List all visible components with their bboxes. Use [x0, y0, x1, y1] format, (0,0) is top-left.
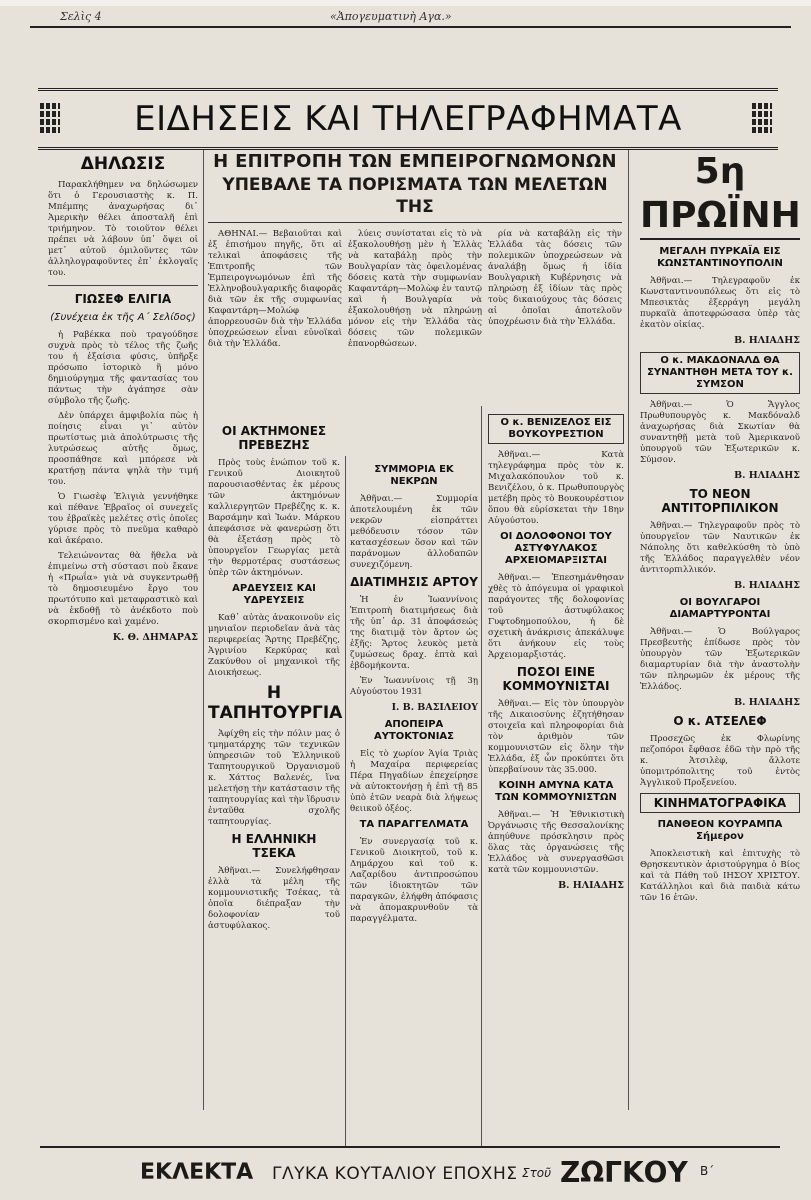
section-title: ΕΙΔΗΣΕΙΣ ΚΑΙ ΤΗΛΕΓΡΑΦΗΜΑΤΑ — [134, 99, 682, 139]
headline-tapitourgia: Η ΤΑΠΗΤΟΥΡΓΙΑ — [208, 683, 343, 723]
article-text: Τελειώνοντας θὰ ἤθελα νὰ ἐπιμείνω στὴ σύστασι ποὺ ἔκανε ἡ «Πρωΐα» γιὰ νὰ συγκεντρωθῇ τὸ δημοσιευμένο ἔργο του πρωτότυπο καὶ μεταφραστικὸ καὶ νὰ ἐκδοθῇ τὸ ἀνέκδοτο ποὺ σκορπισμένο καὶ χαμένο. — [48, 551, 198, 627]
article-text: Ἀθῆναι.— Ὁ Βούλγαρος Πρεσβευτὴς ἐπίδωσε πρὸς τὸν ὑπουργὸν τῶν Ἐξωτερικῶν διαμαρτυρίαν διὰ τὴν ἀναστολὴν τῶν πληρωμῶν ἐκ μέρους τῆς Ἑλλάδος. — [640, 627, 800, 692]
article-text: Ἀθῆναι.— Συνελήφθησαν ἐλλὰ τὰ μέλη τῆς κομμουνιστικῆς Τσέκας, τὰ ὁποῖα διέπραξαν τὴν δολοφονίαν τοῦ ἀστυφύλακος. — [208, 866, 340, 931]
headline-symmoria: ΣΥΜΜΟΡΙΑ ΕΚ ΝΕΚΡΩΝ — [374, 464, 454, 487]
article-text: ρία νὰ καταβάλῃ εἰς τὴν Ἑλλάδα τὰς δόσεις τῶν πολεμικῶν ὑποχρεώσεων νὰ ἀναλάβῃ ὅμως ἡ ἰδία Βουλγαρικὴ Κυβέρνησις νὰ πληρώσῃ ἐξ ἰδίων τὰς πρὸς τοὺς δικαιούχους τὰς δόσεις αἱ ὁποῖαι ἀποτελοῦν ὑποχρέωσιν διὰ τὴν Ἑλλάδα. — [488, 229, 622, 327]
headline-apoveira: ΑΠΟΠΕΙΡΑ ΑΥΤΟΚΤΟΝΙΑΣ — [373, 719, 455, 742]
article-text: Παρακλήθημεν να δηλώσωμεν ὅτι ὁ Γερουσιαστὴς κ. Π. Μπέμπης ἀναχωρήσας δι᾽ Ἀμερικὴν θέλει ἀποσταλῆ ἐπὶ τριήμηνον. Τὸ τοιοῦτον θέλει πρέπει νὰ λάβουν ὑπ᾽ ὄψει οἱ μετ᾽ αὐτοῦ ὁμιλοῦντες τῶν ἀλληλογραφοῦντες ἐπ᾽ ἐκλογαῖς του. — [48, 180, 198, 278]
article-signature: Β. ΗΛΙΑΔΗΣ — [734, 470, 800, 481]
headline-kinimatografika: ΚΙΝΗΜΑΤΟΓΡΑΦΙΚΑ — [640, 793, 800, 813]
column-rule — [628, 150, 629, 1110]
article-text: Ἀθῆναι.— Ἡ Ἐθνικιστικὴ Ὀργάνωσις τῆς Θεσσαλονίκης ἀπηύθυνε πρόσκλησιν πρὸς ὅλας τὰς ὀργανώσεις τῆς Ἑλλάδος νὰ συνεργασθῶσι κατὰ τῶν κομμουνιστῶν. — [488, 810, 624, 875]
article-text: Ἀθῆναι.— Τηλεγραφοῦν πρὸς τὸ ὑπουργεῖον τῶν Ναυτικῶν ἐκ Νάπολης ὅτι καθελκύσθη τὸ ὑπὸ τῆς Ἑλλάδος παραγγελθὲν νέον ἀντιτορπιλλικόν. — [640, 521, 800, 575]
article-text: Ἀφίχθη εἰς τὴν πόλιν μας ὁ τμηματάρχης τῶν τεχνικῶν ὑπηρεσιῶν τοῦ Ἑλληνικοῦ Ταπητουργικοῦ Ὀργανισμοῦ κ. Χάττος Βαλενές, ἵνα μελετήσῃ τὴν κατάστασιν τῆς ταπητουργίας καὶ τὴν ἵδρυσιν ἐνταῦθα σχολῆς ταπητουργίας. — [208, 729, 340, 827]
article-text: Πρὸς τοὺς ἐνώπιον τοῦ κ. Γενικοῦ Διοικητοῦ παρουσιασθέντας ἐκ μέρους τῶν ἀκτημόνων καλλιεργητῶν Πρεβέζης κ. κ. Βαρσάμην καὶ Ἰωάν. Μάρκου ἀπεφάσισε νὰ φανερώσῃ ὅτι θὰ ἐξετάσῃ πρὸς τὸ ὑπουργεῖον Γεωργίας μετὰ τὴν θερμοτέρας συστάσεως ὑπὲρ τῶν ἀκτημόνων. — [208, 458, 340, 578]
page-number: Σελὶς 4 — [60, 10, 102, 23]
ad-word: ΓΛΥΚΑ ΚΟΥΤΑΛΙΟΥ ΕΠΟΧΗΣ — [272, 1164, 518, 1184]
headline-posoi: ΠΟΣΟΙ ΕΙΝΕ ΚΟΜΜΟΥΝΙΣΤΑΙ — [502, 665, 610, 693]
lead-column — [488, 229, 622, 332]
ad-word: ΕΚΛΕΚΤΑ — [140, 1160, 254, 1185]
article-text: Ἀθῆναι.— Ἐπεσημάνθησαν χθὲς τὸ ἀπόγευμα οἱ γραφικοὶ παράγοντες τῆς δολοφονίας τοῦ ἀστυφύλακος Γυφτοδημοπούλου, ἡ δὲ σχετικὴ ἀνάκρισις ἀπεκάλυψε ὅτι ἀνήκουν εἰς τοὺς Ἀρχειομαρξιστάς. — [488, 573, 624, 660]
headline-proti: 5η ΠΡΩΪΝΗ — [640, 150, 800, 240]
article-text: Ἀθῆναι.— Τηλεγραφοῦν ἐκ Κωνσταντινουπόλεως ὅτι εἰς τὸ Μπεσικτὰς ἐξερράγη μεγάλη πυρκαϊὰ ἀποτεφρώσασα ὑπὲρ τὰς ἑκατὸν οἰκίας. — [640, 276, 800, 330]
column-rule — [203, 150, 204, 1110]
headline-makdonald: Ο κ. ΜΑΚΔΟΝΑΛΔ ΘΑ ΣΥΝΑΝΤΗΘΗ ΜΕΤΑ ΤΟΥ κ. ΣΥΜΣΟΝ — [640, 352, 800, 394]
headline-atselef: Ο κ. ΑΤΣΕΛΕΦ — [673, 714, 767, 728]
headline-voulgaroi: ΟΙ ΒΟΥΛΓΑΡΟΙ ΔΙΑΜΑΡΤΥΡΟΝΤΑΙ — [669, 597, 771, 620]
column-2 — [208, 420, 343, 936]
article-text: λύεις συνίσταται εἰς τὸ νὰ ἐξακολουθήσῃ μὲν ἡ Ἑλλὰς νὰ καταβάλῃ πρὸς τὴν Βουλγαρίαν τὰς ὀφειλομένας δόσεις κατὰ τὴν συμφωνίαν Καφαντάρη—Μολὼφ ἐν ταυτῷ καὶ ἡ Βουλγαρία νὰ ἐξακολουθήσῃ νὰ πληρώνῃ μόνον εἰς τὴν Ἑλλάδα τὰς δόσεις τῶν πολεμικῶν ἐπανορθώσεων. — [348, 229, 482, 349]
ad-brand: ΖΩΓΚΟΥ — [560, 1156, 688, 1189]
article-text: Ἀποκλειστικὴ καὶ ἐπιτυχὴς τὸ Θρησκευτικὸν ἀριστούργημα ὁ Βίος καὶ τὰ Πάθη τοῦ ΙΗΣΟΥ ΧΡΙΣΤΟΥ. Κατάλληλοι καὶ διὰ παιδιὰ κάτω τῶν 16 ἐτῶν. — [640, 849, 800, 903]
column-1 — [48, 150, 198, 649]
ad-word: Στοῦ — [522, 1166, 552, 1180]
column-rule — [345, 456, 346, 1146]
article-text: Ἀθῆναι.— Συμμορία ἀποτελουμένη ἐκ τῶν νεκρῶν εἰσπράττει μεθόδευσιν τόσον τῶν κατασχέσεων ὅσον καὶ τῶν παράνομων ἀλλοδαπῶν συνεχιζόμενη. — [350, 494, 478, 570]
headline-amyna: ΚΟΙΝΗ ΑΜΥΝΑ ΚΑΤΑ ΤΩΝ ΚΟΜΜΟΥΝΙΣΤΩΝ — [495, 780, 617, 803]
article-text: Καθ᾽ αὐτὰς ἀνακοινοῦν εἰς μηνιαῖον περιοδεῖαν ἀνὰ τὰς περιφερείας Ἄρτης Πρεβέζης, Ἀγρινίου Κερκύρας καὶ Ζακύνθου οἱ μηχανικοὶ τῆς Διοικήσεως. — [208, 613, 340, 678]
section-masthead — [38, 88, 778, 150]
column-3 — [350, 460, 478, 929]
article-text: Δὲν ὑπάρχει ἀμφιβολία πὼς ἡ ποίησις εἶναι γι᾽ αὐτὸν πρωτίστως μιὰ ἀπολύτρωσις τῆς λυτρώσεως αὐτῆς ὅμως, προσπάθησε καὶ μπόρεσε νὰ κρατήσῃ πάντα ψηλὰ τὴν τιμή του. — [48, 411, 198, 487]
lead-column — [208, 229, 342, 354]
headline-paraggelmata: ΤΑ ΠΑΡΑΓΓΕΛΜΑΤΑ — [359, 819, 469, 830]
column-rule — [481, 406, 482, 1146]
article-signature: Β. ΗΛΙΑΔΗΣ — [734, 580, 800, 591]
article-text: Προσεχῶς ἐκ Φλωρίνης πεζοπόροι ἔφθασε ἐδῶ τὴν πρὸ τῆς κ. Ἀτσιλὲφ, ἄλλοτε ὑπομιτρόπολιτης τοῦ ἐντὸς Ἀγγλικοῦ Προξενείου. — [640, 734, 800, 788]
article-signature: Κ. Θ. ΔΗΜΑΡΑΣ — [112, 632, 198, 643]
article-text: Ἀθῆναι.— Ὁ Ἄγγλος Πρωθυπουργὸς κ. Μακδόναλδ ἀναχωρήσας διὰ Σκωτίαν θὰ συναντηθῇ μετὰ τοῦ Ἀμερικανοῦ ὑπουργοῦ τῶν Ἐξωτερικῶν κ. Σύμσον. — [640, 400, 800, 465]
newspaper-name: «Ἀπογευματινὴ Αγα.» — [330, 10, 452, 23]
article-signature: Β. ΗΛΙΑΔΗΣ — [734, 697, 800, 708]
footer-rule — [40, 1146, 780, 1148]
greek-key-ornament-right — [752, 101, 776, 137]
footer-advertisement — [140, 1152, 720, 1196]
page-edge — [0, 0, 811, 6]
article-text: Εἰς τὸ χωρίον Ἁγία Τριὰς ἡ Μαχαίρα περιφερείας Πέρα Πηγαδίων ἐπεχείρησε νὰ αὐτοκτονήσῃ ἡ ἐπὶ τῇ 85 ὑπὸ ἐτῶν νεαρὰ διὰ λήψεως θειικοῦ ὀξέος. — [350, 749, 478, 814]
headline-eligia: ΓΙΩΣΕΦ ΕΛΙΓΙΑ — [74, 292, 172, 306]
running-header — [0, 8, 811, 26]
header-rule — [30, 26, 791, 28]
article-signature: Β. ΗΛΙΑΔΗΣ — [734, 335, 800, 346]
headline-pantheon: ΠΑΝΘΕΟΝ ΚΟΥΡΑΜΠΑ Σήμερον — [657, 819, 783, 842]
lead-subheadline: ΥΠΕΒΑΛΕ ΤΑ ΠΟΡΙΣΜΑΤΑ ΤΩΝ ΜΕΛΕΤΩΝ ΤΗΣ — [208, 174, 622, 223]
headline-aktimones: ΟΙ ΑΚΤΗΜΟΝΕΣ ΠΡΕΒΕΖΗΣ — [221, 424, 327, 452]
headline-antitorpiliko: ΤΟ ΝΕΟΝ ΑΝΤΙΤΟΡΠΙΛΙΚΟΝ — [661, 487, 779, 515]
article-signature: Ι. Β. ΒΑΣΙΛΕΙΟΥ — [391, 702, 478, 713]
article-text: Ἀθῆναι.— Εἰς τὸν ὑπουργὸν τῆς Δικαιοσύνης ἐζητήθησαν στοιχεῖα καὶ πληροφορίαι διὰ τὸν ἀριθμὸν τῶν κομμουνιστῶν εἰς ὅλην τὴν Ἑλλάδα, ἐξ ὧν προκύπτει ὅτι ὑπερβαίνουν τὰς 35.000. — [488, 699, 624, 775]
article-text: ΑΘΗΝΑΙ.— Βεβαιοῦται καὶ ἐξ ἐπισήμου πηγῆς, ὅτι αἱ τελικαὶ ἀποφάσεις τῆς Ἐπιτροπῆς τῶν Ἐμπειρογνωμόνων ἐπὶ τῆς Ἑλληνοβουλγαρικῆς διαφορᾶς διὰ τῶν ἐκ τῆς συμφωνίας Καφαντάρη—Μολώφ ἀπορρεουσῶν διὰ τὴν Ἑλλάδα ὑποχρεώσεων εἶναι εὐνοϊκαὶ διὰ τὴν Ἑλλάδα. — [208, 229, 342, 349]
headline-diatimisis: ΔΙΑΤΙΜΗΣΙΣ ΑΡΤΟΥ — [350, 575, 478, 589]
headline-dilosis: ΔΗΛΩΣΙΣ — [80, 154, 166, 174]
ad-word: Β΄ — [700, 1164, 715, 1178]
headline-ardeuseis: ΑΡΔΕΥΣΕΙΣ ΚΑΙ ΥΔΡΕΥΣΕΙΣ — [232, 583, 316, 606]
article-text: Ὁ Γιωσὲφ Ἐλιγιὰ γεννήθηκε καὶ πέθανε Ἑβραῖος οἱ συνεχεῖς του ἐβραϊκὲς μελέτες στὶς ὁποῖες γύρισε πρὸς τὸ πνεῦμα καθαρὸ καὶ ἀκέραιο. — [48, 492, 198, 546]
divider — [48, 285, 198, 286]
headline-venizelos: Ο κ. ΒΕΝΙΖΕΛΟΣ ΕΙΣ ΒΟΥΚΟΥΡΕΣΤΙΟΝ — [488, 414, 624, 444]
article-text: Ἡ ἐν Ἰωαννίνοις Ἐπιτροπὴ διατιμήσεως διὰ τῆς ὑπ᾽ ἀρ. 31 ἀποφάσεώς της διατιμᾷ τὸν ἄρτον ὡς ἑξῆς: Ἄρτος λευκὸς μετὰ ζυμώσεως δραχ. ἑπτὰ καὶ ἑβδομήκοντα. — [350, 595, 478, 671]
column-4 — [640, 150, 800, 908]
lead-headline: Η ΕΠΙΤΡΟΠΗ ΤΩΝ ΕΜΠΕΙΡΟΓΝΩΜΟΝΩΝ — [213, 151, 617, 172]
article-text: Ἐν συνεργασίᾳ τοῦ κ. Γενικοῦ Διοικητοῦ, τοῦ κ. Δημάρχου καὶ τοῦ κ. Λαζαρίδου ἀντιπροσώπου τῶν ἰδιοκτητῶν τῶν παραγκῶν, ἐλήφθη ἀπόφασις νὰ ἀπομακρυνθοῦν τὰ παραγγέλματα. — [350, 837, 478, 924]
article-text: ἡ Ραβέκκα ποὺ τραγούδησε συχνὰ πρὸς τὸ τέλος τῆς ζωῆς του ἡ ἐξαίσια φύσις, ὑπῆρξε πρόσωπο ἱστορικὸ ἢ μόνο δημιούργημα τῆς φαντασίας του πάντως τὴν ἀγάπησε σὰν σύμβολο τῆς ζωῆς. — [48, 330, 198, 406]
headline-tseka: Η ΕΛΛΗΝΙΚΗ ΤΣΕΚΑ — [231, 832, 317, 860]
greek-key-ornament-left — [40, 101, 64, 137]
lead-column — [348, 229, 482, 354]
article-subtitle: (Συνέχεια ἐκ τῆς Α΄ Σελίδος) — [50, 312, 196, 323]
article-text: Ἐν Ἰωαννίνοις τῇ 3ῃ Αὐγούστου 1931 — [350, 676, 478, 697]
article-text: Ἀθῆναι.— Κατὰ τηλεγράφημα πρὸς τὸν κ. Μιχαλακόπουλον τοῦ κ. Βενιζέλου, ὁ κ. Πρωθυπουργὸς μετέβη πρὸς τὸ Βουκουρέστιον ὅπου θὰ εὑρίσκεται τὴν 18ην Αὐγούστου. — [488, 450, 624, 526]
article-signature: Β. ΗΛΙΑΔΗΣ — [558, 880, 624, 891]
headline-pyrkagia: ΜΕΓΑΛΗ ΠΥΡΚΑΪΑ ΕΙΣ ΚΩΝΣΤΑΝΤΙΝΟΥΠΟΛΙΝ — [657, 246, 783, 269]
column-3b — [488, 410, 624, 897]
headline-dolofonoi: ΟΙ ΔΟΛΟΦΟΝΟΙ ΤΟΥ ΑΣΤΥΦΥΛΑΚΟΣ ΑΡΧΕΙΟΜΑΡΞΙΣΤΑΙ — [500, 531, 612, 566]
